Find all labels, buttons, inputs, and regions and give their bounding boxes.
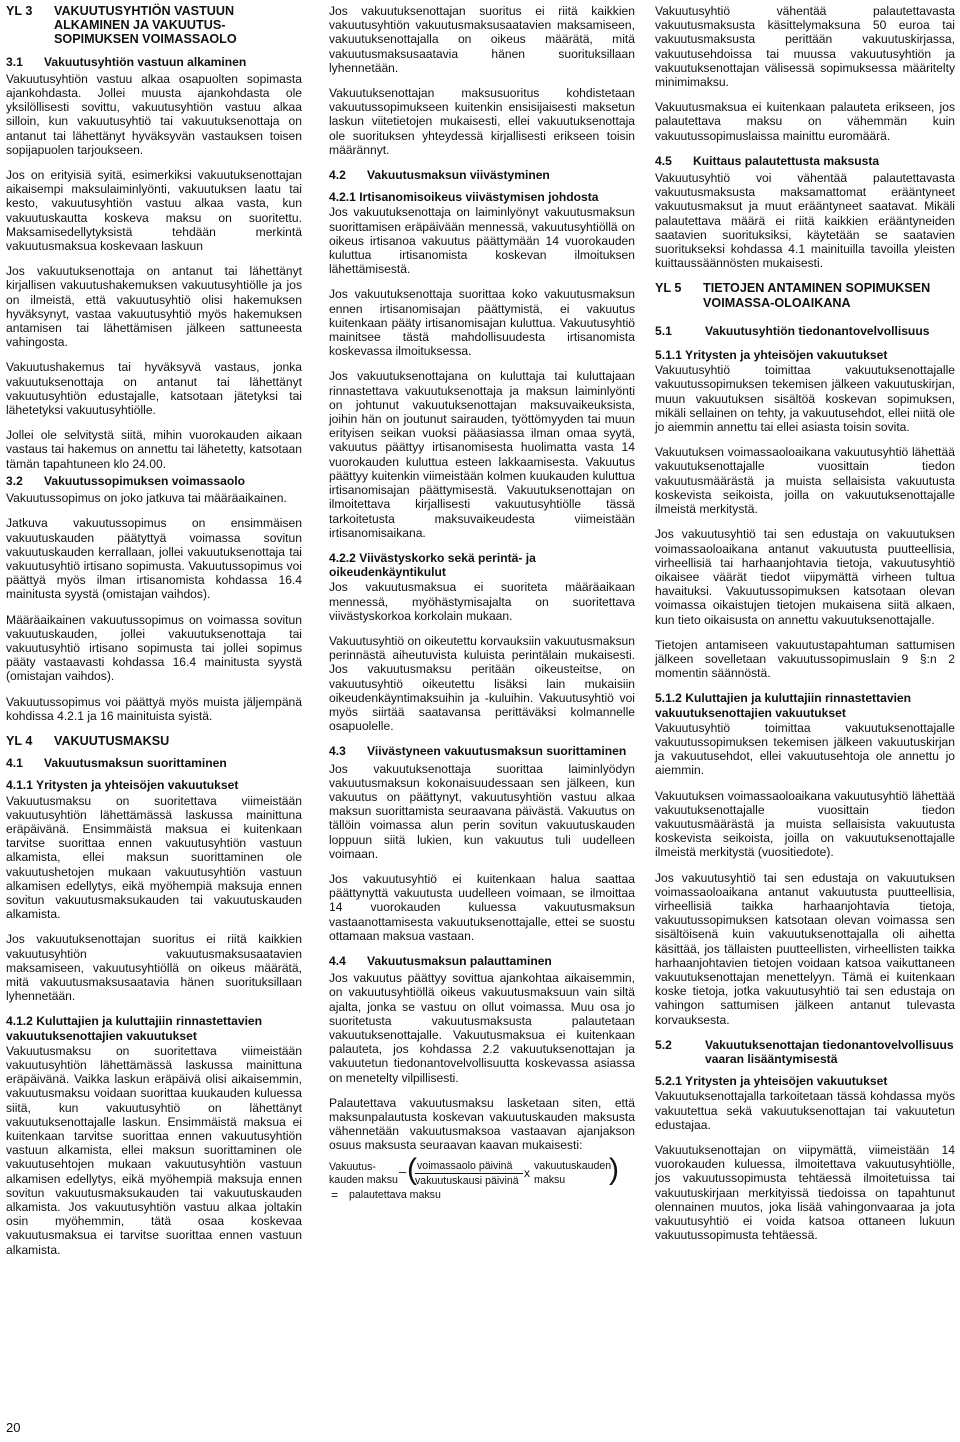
fraction-bar xyxy=(415,1173,523,1174)
formula-right-line1: vakuutuskauden xyxy=(534,1159,612,1172)
paragraph: Jos vakuutusmaksua ei suoriteta määräaikaan mennessä, myöhästymisajalta on suoritettava viivästyskorkoa korkolain mukaan. xyxy=(329,580,635,623)
section-number: 5.1 xyxy=(655,323,672,338)
paragraph: Vakuutusyhtiö voi vähentää palautettavasta vakuutusmaksusta maksamattomat erääntyneet vakuutusmaksut ja muut erääntyneet saatavat. Mikäli palautettava määrä ei riitä kaikkien erääntyneiden saatavien suorituksiksi, käytetään se saatavien suoritukseksi kohdassa 4.1 mainituilla tavoilla yleisten kuittaussäännösten mukaisesti. xyxy=(655,171,955,271)
section-heading-4-2 xyxy=(329,168,635,182)
section-number: 4.2 xyxy=(329,168,346,183)
formula-right-line2: maksu xyxy=(534,1173,566,1186)
paragraph: Jos vakuutuksenottajan suoritus ei riitä kaikkien vakuutusyhtiön vakuutusmaksusaatavien maksamiseen, vakuutusyhtiöllä on oikeus määrätä, mitä vakuutusmaksusaatavia hänen suorituksillaan lyhennetään. xyxy=(6,932,302,1004)
paragraph: Jollei ole selvitystä siitä, mihin vuorokauden aikaan vastaus tai hakemus on annettu tai lähetetty, katsotaan tämän tapahtuneen klo 24.00. xyxy=(6,428,302,471)
paragraph: Jos vakuutusyhtiö tai sen edustaja on vakuutuksen voimassaoloaikana antanut vakuutusta puutteellisia, virheellisiä tai harhaanjohtavia tietoja, vakuutusyhtiö oikaisee väärät tiedot viipymättä virheen tultua havaituksi. Vakuutussopimuksen katsotaan olevan voimassa oikaistujen tietojen mukaisena siitä alkaen, kun tieto oikaisusta on annettu vakuutuksenottajalle. xyxy=(655,527,955,627)
section-number: YL 3 xyxy=(6,4,33,18)
paragraph: Jos vakuutuksenottaja on antanut tai lähettänyt kirjallisen vakuutushakemuksen vakuutusyhtiölle ja jos on ilmeistä, että vakuutusyhtiö olisi hakemuksen hyväksynyt, vastaa vakuutusyhtiö myös hakemuksen antamisen tai lähettämisen jälkeen sattuneesta vahingosta. xyxy=(6,264,302,350)
section-number: 4.1 xyxy=(6,756,23,771)
paragraph: Jos vakuutus päättyy sovittua ajankohtaa aikaisemmin, on vakuutusyhtiöllä oikeus vakuutusmaksuun vain siltä ajalta, jonka se vastuu on ollut voimassa. Muu osa jo suoritetusta vakuutusmaksusta palautetaan vakuutuksenottajalle. Vakuutusmaksua ei kuitenkaan palauteta, jos kohdassa 2.2 vakuutuksenottajan ja vakuutetun tiedonantovelvollisuutta koskevassa asiassa on menetelty vilpillisesti. xyxy=(329,971,635,1085)
paragraph: Vakuutusmaksu on suoritettava viimeistään vakuutusyhtiön lähettämässä laskussa mainittuna eräpäivänä. Vaikka laskun eräpäivä olisi aikaisemmin, vakuutusmaksu voidaan suorittaa kuukauden kuluessa siitä, kun vakuutusyhtiö on lähettänyt vakuutuksenottajalle laskun. Ensimmäistä maksua ei kuitenkaan tarvitse suorittaa ennen vakuutusyhtiön vastuun alkamista, ellei maksun suorittaminen ole vakuutusehtojen mukaan vakuutusyhtiön vastuun alkamisen edellytys, eikä myöhempiä maksuja ennen sovitun vakuutusmaksukauden tai vakuutuskauden alkamista. Jos vakuutusyhtiön vastuu alkaa joltakin osin myöhemmin, tätä osaa koskevaa vakuutusmaksua ei tarvitse suorittaa ennen vastuun alkamista. xyxy=(6,1043,302,1257)
paragraph: Vakuutussopimus voi päättyä myös muista jäljempänä kohdissa 4.2.1 ja 16 mainituista syistä. xyxy=(6,694,302,723)
section-title: Vakuutusyhtiön tiedonantovelvollisuus xyxy=(705,323,930,338)
formula-left-line1: Vakuutus- xyxy=(329,1160,376,1173)
paragraph: Vakuutusyhtiö vähentää palautettavasta vakuutusmaksusta käsittelymaksuna 50 euroa tai vakuutusmaksusta perittään vakuutuskirjassa, vakuutusehdoissa tai muussa vakuutusyhtiön ja vakuutuksenottajan välisessä sopimuksessa määritelty minimimaksu. xyxy=(655,4,955,90)
section-title: VAKUUTUSYHTIÖN VASTUUN ALKAMINEN JA VAKUUTUS-SOPIMUKSEN VOIMASSAOLO xyxy=(54,4,237,47)
page-number: 20 xyxy=(6,1420,21,1435)
paragraph: Palautettava vakuutusmaksu lasketaan siten, että maksunpalautusta koskevan vakuutuskauden maksusta vähennetään vakuutusmaksoa vastaavan ajanjakson osuus maksusta seuraavan kaavan mukaisesti: xyxy=(329,1095,635,1153)
paragraph: Jos vakuutusyhtiö ei kuitenkaan halua saattaa päättynyttä vakuutusta uudelleen voimaan, se ilmoittaa 14 vuorokauden kuluessa vakuutusmaksun vastaanottamisesta vakuutuksenottajalle, ettei se suostu ottamaan maksua vastaan. xyxy=(329,871,635,943)
paragraph: Jos on erityisiä syitä, esimerkiksi vakuutuksenottajan aikaisempi maksulaiminlyönti, vakuutuksen laatu tai kesto, vakuutusyhtiön vastuu alkaa vasta, kun vakuutuskautta koskeva maksu on suoritettu. Maksamisedellytyksistä tehdään merkintä vakuutusmaksua koskevaan laskuun xyxy=(6,168,302,254)
paragraph: Vakuutusyhtiö on oikeutettu korvauksiin vakuutusmaksun perinnästä aiheutuvista kuluista perintälain mukaisesti. Jos vakuutusmaksu peritään oikeusteitse, on vakuutusyhtiö oikeutettu lisäksi lain mukaisiin oikeudenkäyntimaksuihin ja -kuluihin. Vakuutusyhtiö voi myös siirtää saatavansa perittäväksi kolmannelle osapuolelle. xyxy=(329,633,635,734)
paragraph: Tietojen antamiseen vakuutustapahtuman sattumisen jälkeen sovelletaan vakuutussopimuslain 9 §:n 2 momentin säännöstä. xyxy=(655,637,955,681)
section-heading-3-1 xyxy=(6,55,302,69)
section-heading-3-2 xyxy=(6,474,302,488)
paragraph: Jos vakuutuksenottajan suoritus ei riitä kaikkien vakuutusyhtiön vakuutusmaksusaatavien maksamiseen, vakuutuksenottajalla on oikeus määrätä, mitä vakuutusmaksusaatavia hänen suorituksillaan lyhennetään. xyxy=(329,4,635,75)
subsection-heading-4-2-1: 4.2.1 Irtisanomisoikeus viivästymisen johdosta xyxy=(329,190,599,205)
subsection-heading-5-1-1: 5.1.1 Yritysten ja yhteisöjen vakuutukset xyxy=(655,348,888,363)
column-3 xyxy=(655,4,955,1253)
paragraph: Jatkuva vakuutussopimus on ensimmäisen vakuutuskauden päätyttyä voimassa sovitun vakuutuskauden kerrallaan, jollei vakuutuksenottaja tai vakuutusyhtiö irtisano sopimusta. Vakuutussopimus voi päättyä myös ilman irtisanomista kohdassa 16.4 mainitusta syystä (omistajan vaihdos). xyxy=(6,516,302,602)
section-number: 3.2 xyxy=(6,473,23,488)
subsection-heading-4-1-1: 4.1.1 Yritysten ja yhteisöjen vakuutukset xyxy=(6,778,239,793)
section-title: Vakuutusyhtiön vastuun alkaminen xyxy=(44,54,247,69)
paragraph: Vakuutuksen voimassaoloaikana vakuutusyhtiö lähettää vakuutuksenottajalle vuosittain tiedon vakuutusmäärästä ja muista sellaisista vakuutusta koskevista seikoista, joilla on vakuutuksenottajalle ilmeistä merkitystä (vuositiedote). xyxy=(655,788,955,860)
formula-numerator: voimassaolo päivinä xyxy=(417,1159,513,1172)
paragraph: Vakuutusmaksua ei kuitenkaan palauteta erikseen, jos palautettava maksu on vähemmän kuin vakuutussopimuslaissa mainittu euromäärä. xyxy=(655,100,955,143)
section-title: Kuittaus palautettusta maksusta xyxy=(693,153,880,168)
refund-formula xyxy=(329,1152,635,1202)
paragraph: Vakuutusyhtiön vastuu alkaa osapuolten sopimasta ajankohdasta. Jollei muusta ajankohdasta ole yksilöllisesti sovittu, vakuutusyhtiön vastuu alkaa silloin, kun vakuutusyhtiö tai vakuutuksenottaja on antanut tai lähettänyt hyväksyvän vastauksen toisen sopijapuolen tarjoukseen. xyxy=(6,71,302,157)
section-number: YL 4 xyxy=(6,733,33,748)
section-title: VAKUUTUSMAKSU xyxy=(54,733,170,748)
formula-times: x xyxy=(524,1165,530,1180)
subsection-heading-5-2-1: 5.2.1 Yritysten ja yhteisöjen vakuutukset xyxy=(655,1074,888,1089)
subsection-heading-5-1-2: 5.1.2 Kuluttajien ja kuluttajiin rinnastettavien vakuutuksenottajien vakuutukset xyxy=(655,691,912,720)
section-title: Viivästyneen vakuutusmaksun suorittaminen xyxy=(367,744,627,759)
paragraph: Vakuutusyhtiö toimittaa vakuutuksenottajalle vakuutussopimuksen tekemisen jälkeen vakuutuskirjan ja vakuutusehdot, ellei vakuutusehtoja ole annettu jo aiemmin. xyxy=(655,720,955,778)
paragraph: Vakuutusmaksu on suoritettava viimeistään vakuutusyhtiön lähettämässä laskussa mainittuna eräpäivänä. Ensimmäistä maksua ei kuitenkaan tarvitse suorittaa ennen vakuutusyhtiön vastuun alkamista, ellei maksun suorittaminen ole vakuutushetojen mukaan vakuutusyhtiön vastuun alkamisen edellytys, eikä myöhempiä maksuja ennen sovitun vakuutusmaksukauden tai vakuutuskauden alkamista. xyxy=(6,793,302,922)
section-title: Vakuutussopimuksen voimassaolo xyxy=(44,473,245,488)
paragraph: Vakuutuksenottajalla tarkoitetaan tässä kohdassa myös vakuutettua sekä vakuutuksenottajan tai vakuutetun edustajaa. xyxy=(655,1089,955,1132)
section-number: 3.1 xyxy=(6,54,23,69)
paragraph: Jos vakuutuksenottaja suorittaa koko vakuutusmaksun ennen irtisanomisajan päättymistä, ei vakuutus kuitenkaan pääty irtisanomisajan kuluttua. Vakuutusyhtiö mainitsee tästä mahdollisuudesta irtisanomista koskevassa ilmoituksessa. xyxy=(329,287,635,359)
section-title: Vakuutuksenottajan tiedonantovelvollisuus vaaran lisääntymisestä xyxy=(705,1037,954,1066)
section-heading-5-1 xyxy=(655,324,955,338)
paragraph: Jos vakuutuksenottaja on laiminlyönyt vakuutusmaksun suorittamisen eräpäivään mennessä, vakuutusyhtiöllä on oikeus irtisanoa vakuutus päättymään 14 vuorokauden kuluttua irtisanomista koskevan ilmoituksen lähettämisestä. xyxy=(329,205,635,277)
column-2 xyxy=(329,4,635,1201)
formula-denominator: vakuutuskausi päivinä xyxy=(415,1174,519,1187)
section-heading-4-1 xyxy=(6,756,302,770)
section-number: YL 5 xyxy=(655,281,682,296)
section-number: 5.2 xyxy=(655,1037,672,1052)
section-heading-yl3 xyxy=(6,4,302,47)
formula-left-line2: kauden maksu xyxy=(329,1173,398,1186)
formula-result: palautettava maksu xyxy=(349,1188,441,1201)
formula-minus: – xyxy=(399,1163,407,1179)
paragraph: Vakuutusyhtiö toimittaa vakuutuksenottajalle vakuutussopimuksen tekemisen jälkeen vakuutuskirjan, muun vakuutuksen sisältöä koskevan sopimuksen, mikäli sellainen on tehty, ja vakuutusehdot, ellei niitä ole jo aiemmin annettu tai ellei asiasta toisin sovita. xyxy=(655,363,955,435)
section-heading-yl5 xyxy=(655,281,955,309)
formula-open-paren: ( xyxy=(407,1152,417,1186)
paragraph: Jos vakuutuksenottajana on kuluttaja tai kuluttajaan rinnastettava vakuutuksenottaja ja maksun laiminlyönti on johtunut vakuutuksenottajan maksuvaikeuksista, joihin hän on joutunut sairauden, työttömyyden tai muun erityisen seikan vuoksi pääasiassa ilman omaa syytä, vakuutus päättyy irtisanomisesta huolimatta vasta 14 vuorokauden kuluttua esteen lakkaamisesta. Vakuutus päättyy kuitenkin viimeistään kolmen kuukauden kuluttua irtisanomisajan päättymisestä. Vakuutuksenottajan on ilmoitettava kirjallisesti vakuutusyhtiölle tässä tarkoitetusta maksuvaikeudesta viimeistään irtisanomisaikana. xyxy=(329,369,635,540)
paragraph: Vakuutuksenottajan maksusuoritus kohdistetaan vakuutussopimukseen kuitenkin ensisijaisesti maksetun laskun viitetietojen mukaisesti, ellei vakuutuksenottaja ole suorituksen yhteydessä kirjallisesti erikseen toisin määrännyt. xyxy=(329,86,635,157)
subsection-heading-4-1-2: 4.1.2 Kuluttajien ja kuluttajiin rinnastettavien vakuutuksenottajien vakuutukset xyxy=(6,1014,263,1043)
formula-equals: = xyxy=(331,1187,339,1202)
section-heading-4-3 xyxy=(329,744,635,758)
paragraph: Jos vakuutusyhtiö tai sen edustaja on vakuutuksen voimassaoloaikana antanut vakuutusta puutteellisia, virheellisiä taikka harhaanjohtavia tietoja, vakuutussopimuksen katsotaan olevan voimassa sen sisältöisenä kuin vakuutuksenottajalla oli aihetta käsittää, jos tällaisten puutteellisten, virheellisten taikka harhaanjohtavien tietojen voidaan katsoa vaikuttaneen vakuutuksenottajan menettelyyn. Tämä ei kuitenkaan koske tietoja, jotka vakuutusyhtiö tai sen edustaja on vahingon sattumisen jälkeen antanut tulevasta korvauksesta. xyxy=(655,870,955,1027)
section-number: 4.5 xyxy=(655,153,672,168)
paragraph: Vakuutuksenottajan on viipymättä, viimeistään 14 vuorokauden kuluessa, ilmoitettava vakuutusyhtiölle, jos vakuutussopimusta tehtäessä ilmoitetuissa tai vakuutuskirjaan merkityissä tiedoissa on tapahtunut olennainen muutos, joka lisää vahingonvaaraa ja jota vakuutusyhtiö ei voida katsoa ottaneen lukuun vakuutussopimusta tehtäessä. xyxy=(655,1143,955,1243)
paragraph: Vakuutussopimus on joko jatkuva tai määräaikainen. xyxy=(6,491,287,506)
section-title: Vakuutusmaksun viivästyminen xyxy=(367,168,550,183)
section-heading-yl4 xyxy=(6,734,302,748)
section-title: Vakuutusmaksun suorittaminen xyxy=(44,756,227,771)
formula-close-paren: ) xyxy=(609,1152,619,1186)
paragraph: Jos vakuutuksenottaja suorittaa laiminlyödyn vakuutusmaksun kokonaisuudessaan sen jälkeen, kun vakuutus on päättynyt, vakuutusyhtiön vastuu alkaa maksun suorittamista seuraavana päivästä. Vakuutus on tällöin voimassa alun perin sovitun vakuutuskauden loppuun siitä lukien, kun vakuutus tuli uudelleen voimaan. xyxy=(329,761,635,861)
section-heading-4-5 xyxy=(655,154,955,168)
section-title: TIETOJEN ANTAMINEN SOPIMUKSEN VOIMASSA-OLOAIKANA xyxy=(703,281,931,310)
paragraph: Vakuutushakemus tai hyväksyvä vastaus, jonka vakuutuksenottaja on antanut tai lähettänyt vakuutusyhtiön edustajalle, katsotaan jätetyksi tai lähetetyksi vakuutusyhtiölle. xyxy=(6,360,302,418)
section-number: 4.4 xyxy=(329,953,346,968)
column-1 xyxy=(6,4,302,1268)
section-title: Vakuutusmaksun palauttaminen xyxy=(367,953,552,968)
paragraph: Määräaikainen vakuutussopimus on voimassa sovitun vakuutuskauden, jollei vakuutuksenottaja tai vakuutusyhtiö irtisano sopimusta tai jollei sopimus pääty vastaavasti kohdassa 16.4 mainitusta syystä (omistajan vaihdos). xyxy=(6,612,302,684)
subsection-heading-4-2-2: 4.2.2 Viivästyskorko sekä perintä- ja oikeudenkäyntikulut xyxy=(329,550,536,580)
section-heading-4-4 xyxy=(329,954,635,968)
paragraph: Vakuutuksen voimassaoloaikana vakuutusyhtiö lähettää vakuutuksenottajalle vuosittain tiedon vakuutusmäärästä ja muista sellaisista vakuutusta koskevista seikoista, joilla on vakuutuksenottajalle ilmeistä merkitystä. xyxy=(655,445,955,517)
section-number: 4.3 xyxy=(329,744,346,759)
section-heading-5-2 xyxy=(655,1038,955,1066)
